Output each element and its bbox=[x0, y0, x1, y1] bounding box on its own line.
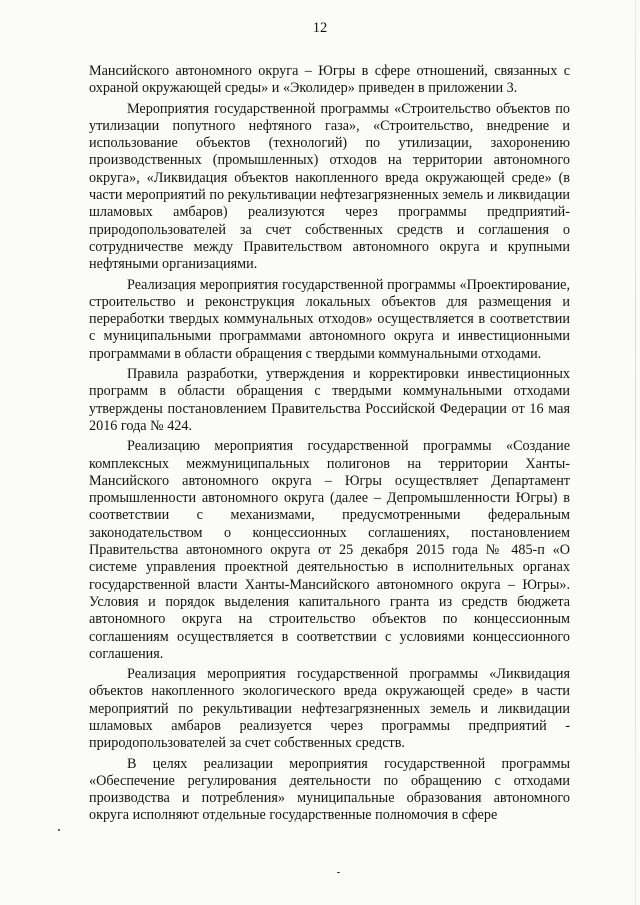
scan-speck bbox=[337, 872, 340, 873]
paragraph: В целях реализации мероприятия государственной программы «Обеспечение регулирования деятельности по обращению с отходами производства и потребления» муниципальные образования автономного округа исполняют отдельные государственные полномочия в сфере bbox=[89, 755, 570, 824]
document-body bbox=[89, 63, 570, 828]
paragraph: Правила разработки, утверждения и корректировки инвестиционных программ в области обращения с твердыми коммунальными отходами утверждены постановлением Правительства Российской Федерации от 16 мая 2016 года № 424. bbox=[89, 366, 570, 434]
scan-edge bbox=[635, 0, 636, 905]
paragraph: Реализацию мероприятия государственной программы «Создание комплексных межмуниципальных полигонов на территории Ханты-Мансийского автономного округа – Югры осуществляет Департамент промышленности автономного округа (далее – Депромышленности Югры) в соответствии с механизмами, предусмотренными федеральным законодательством о концессионных соглашениях, постановлением Правительства автономного округа от 25 декабря 2015 года № 485-п «О системе управления проектной деятельностью в исполнительных органах государственной власти Ханты-Мансийского автономного округа – Югры». Условия и порядок выделения капитального гранта из средств бюджета автономного округа на строительство объектов по концессионным соглашениям осуществляется в соответствии с условиями концессионного соглашения. bbox=[89, 438, 570, 662]
paragraph: Реализация мероприятия государственной программы «Ликвидация объектов накопленного экологического вреда окружающей среде» в части мероприятий по рекультивации нефтезагрязненных земель и ликвидации шламовых амбаров реализуется через программы предприятий - природопользователей за счет собственных средств. bbox=[89, 666, 570, 752]
paragraph: Мероприятия государственной программы «Строительство объектов по утилизации попутного нефтяного газа», «Строительство, внедрение и использование объектов (технологий) по утилизации, захоронению производственных (промышленных) отходов на территории автономного округа», «Ликвидация объектов накопленного вреда окружающей среде» (в части мероприятий по рекультивации нефтезагрязненных земель и ликвидации шламовых амбаров) реализуются через программы предприятий-природопользователей за счет собственных средств и соглашения о сотрудничестве между Правительством автономного округа и крупными нефтяными организациями. bbox=[89, 100, 570, 273]
paragraph-continuation: Мансийского автономного округа – Югры в сфере отношений, связанных с охраной окружающей среды» и «Эколидер» приведен в приложении 3. bbox=[89, 63, 570, 97]
scan-speck bbox=[58, 829, 60, 831]
page-number: 12 bbox=[312, 20, 328, 36]
paragraph: Реализация мероприятия государственной программы «Проектирование, строительство и реконструкция локальных объектов для размещения и переработки твердых коммунальных отходов» осуществляется в соответствии с муниципальными программами автономного округа и инвестиционными программами в области обращения с твердыми коммунальными отходами. bbox=[89, 276, 570, 362]
